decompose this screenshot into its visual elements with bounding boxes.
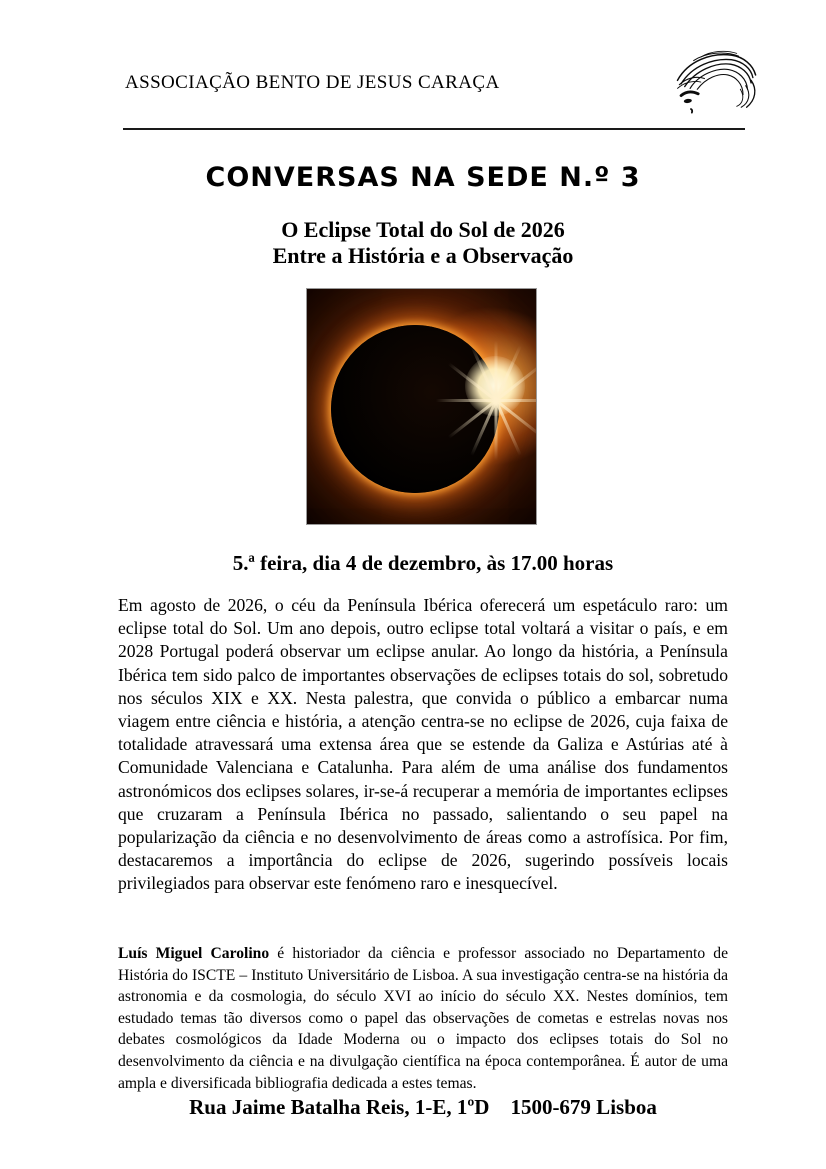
speaker-name: Luís Miguel Carolino bbox=[118, 945, 270, 962]
footer-address: Rua Jaime Batalha Reis, 1-E, 1ºD 1500-679 Lisboa bbox=[189, 1095, 657, 1119]
speaker-bio-text: é historiador da ciência e professor associado no Departamento de História do ISCTE – Instituto Universitário de Lisboa. A sua investigação centra-se na história da astronomia e da cosmologia, do século XVI ao início do século XX. Nestes domínios, tem estudado temas tão diversos como o papel das observações de cometas e estrelas novas nos debates cosmológicos da Idade Moderna ou o impacto dos eclipses totais do Sol no desenvolvimento da ciência e na divulgação científica na época contemporânea. É autor de uma ampla e diversificada bibliografia dedicada a estes temas. bbox=[118, 945, 728, 1092]
header-divider-line bbox=[123, 128, 745, 130]
speaker-bio bbox=[118, 943, 728, 1094]
event-datetime: 5.ª feira, dia 4 de dezembro, às 17.00 horas bbox=[232, 551, 614, 575]
page-title: CONVERSAS NA SEDE N.º 3 bbox=[205, 162, 641, 193]
organization-name: ASSOCIAÇÃO BENTO DE JESUS CARAÇA bbox=[125, 72, 500, 93]
event-description: Em agosto de 2026, o céu da Península Ibérica oferecerá um espetáculo raro: um eclipse total do Sol. Um ano depois, outro eclipse total voltará a visitar o país, e em 2028 Portugal poderá observar um eclipse anular. Ao longo da história, a Península Ibérica tem sido palco de importantes observações de eclipses totais do sol, sobretudo nos séculos XIX e XX. Nesta palestra, que convida o público a embarcar numa viagem entre ciência e história, a atenção centra-se no eclipse de 2026, cuja faixa de totalidade atravessará uma extensa área que se estende da Galiza e Astúrias até à Comunidade Valenciana e Catalunha. Para além de uma análise dos fundamentos astronómicos dos eclipses solares, ir-se-á recuperar a memória de importantes eclipses que cruzaram a Península Ibérica no passado, salientando o seu papel na popularização da ciência e no desenvolvimento de áreas como a astrofísica. Por fim, destacaremos a importância do eclipse de 2026, sugerindo possíveis locais privilegiados para observar este fenómeno raro e inesquecível. bbox=[118, 595, 728, 894]
portrait-sketch-logo bbox=[672, 48, 762, 118]
subtitle-line-1: O Eclipse Total do Sol de 2026 bbox=[281, 217, 565, 242]
eclipse-ray bbox=[436, 399, 537, 402]
eclipse-photo bbox=[306, 288, 537, 525]
subtitle-line-2: Entre a História e a Observação bbox=[272, 243, 574, 268]
event-subtitle bbox=[118, 217, 728, 269]
